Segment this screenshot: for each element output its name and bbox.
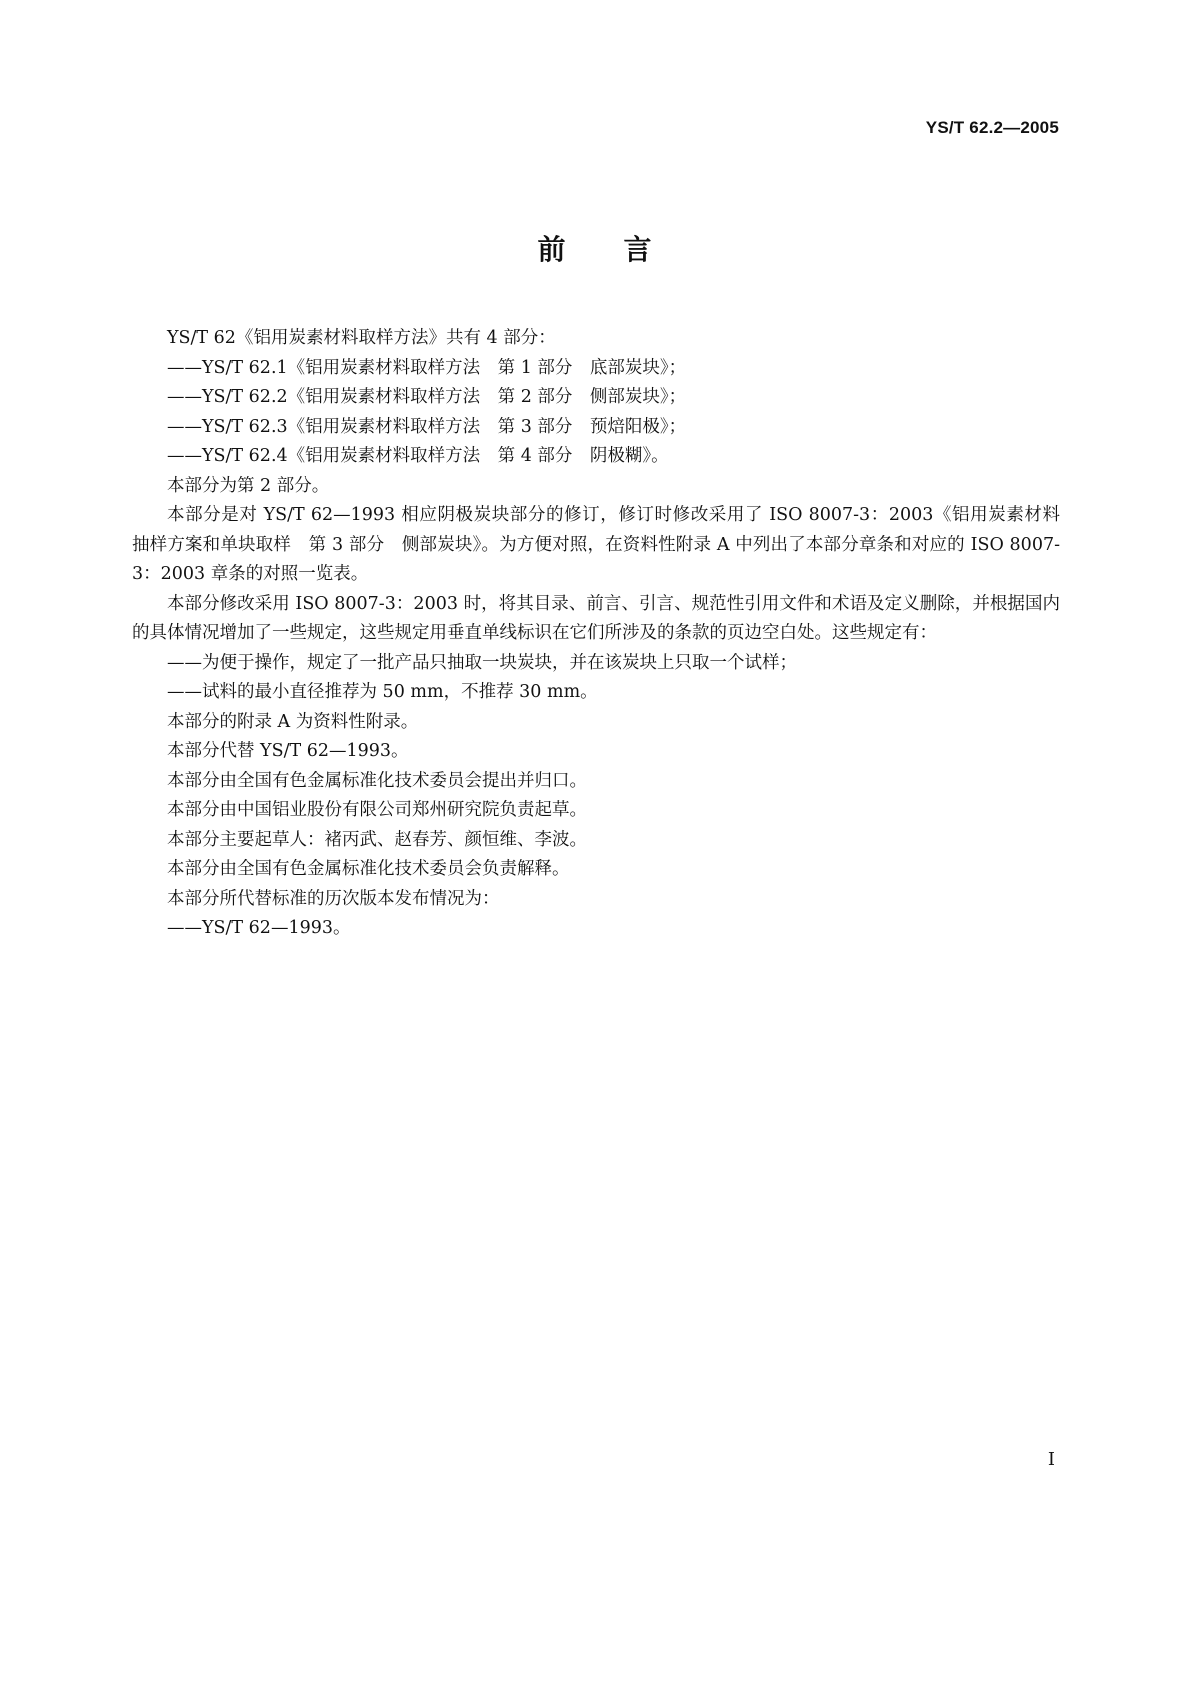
paragraph-proposed-by: 本部分由全国有色金属标准化技术委员会提出并归口。: [167, 770, 587, 791]
foreword-body: [132, 324, 1078, 944]
list-item-part-2: ——YS/T 62.2《铝用炭素材料取样方法 第 2 部分 侧部炭块》；: [167, 387, 687, 407]
paragraph-drafters: 本部分主要起草人：褚丙武、赵春芳、颜恒维、李波。: [167, 829, 587, 850]
paragraph-revision: 本部分是对 YS/T 62—1993 相应阴极炭块部分的修订，修订时修改采用了 ISO 8007-3：2003《铝用炭素材料 抽样方案和单块取样 第 3 部分 侧部炭块》。为方便对照，在资料性附录 A 中列出了本部分章条和对应的 ISO 8007-3：2003 章条的对照一览表。: [132, 505, 1078, 584]
list-item-history-1: ——YS/T 62—1993。: [167, 918, 351, 938]
paragraph-intro: YS/T 62《铝用炭素材料取样方法》共有 4 部分：: [167, 328, 556, 348]
page-number: I: [1047, 1449, 1055, 1470]
paragraph-history: 本部分所代替标准的历次版本发布情况为：: [167, 888, 500, 909]
paragraph-modification: 本部分修改采用 ISO 8007-3：2003 时，将其目录、前言、引言、规范性引用文件和术语及定义删除，并根据国内的具体情况增加了一些规定，这些规定用垂直单线标识在它们所涉及的条款的页边空白处。这些规定有：: [132, 593, 1060, 643]
paragraph-replaces: 本部分代替 YS/T 62—1993。: [167, 741, 409, 761]
standard-code: YS/T 62.2—2005: [925, 118, 1059, 137]
title-char-1: 前: [537, 233, 568, 266]
title-char-2: 言: [623, 233, 654, 266]
list-item-part-4: ——YS/T 62.4《铝用炭素材料取样方法 第 4 部分 阴极糊》。: [167, 446, 669, 466]
paragraph-this-part: 本部分为第 2 部分。: [167, 475, 330, 496]
list-item-part-1: ——YS/T 62.1《铝用炭素材料取样方法 第 1 部分 底部炭块》；: [167, 357, 687, 378]
list-item-provision-2: ——试料的最小直径推荐为 50 mm，不推荐 30 mm。: [167, 682, 598, 702]
paragraph-interpretation: 本部分由全国有色金属标准化技术委员会负责解释。: [167, 859, 570, 879]
paragraph-drafted-by: 本部分由中国铝业股份有限公司郑州研究院负责起草。: [167, 800, 587, 820]
list-item-part-3: ——YS/T 62.3《铝用炭素材料取样方法 第 3 部分 预焙阳极》；: [167, 416, 687, 437]
list-item-provision-1: ——为便于操作，规定了一批产品只抽取一块炭块，并在该炭块上只取一个试样；: [167, 652, 797, 673]
page-title: [0, 228, 1191, 268]
paragraph-annex: 本部分的附录 A 为资料性附录。: [167, 711, 419, 732]
